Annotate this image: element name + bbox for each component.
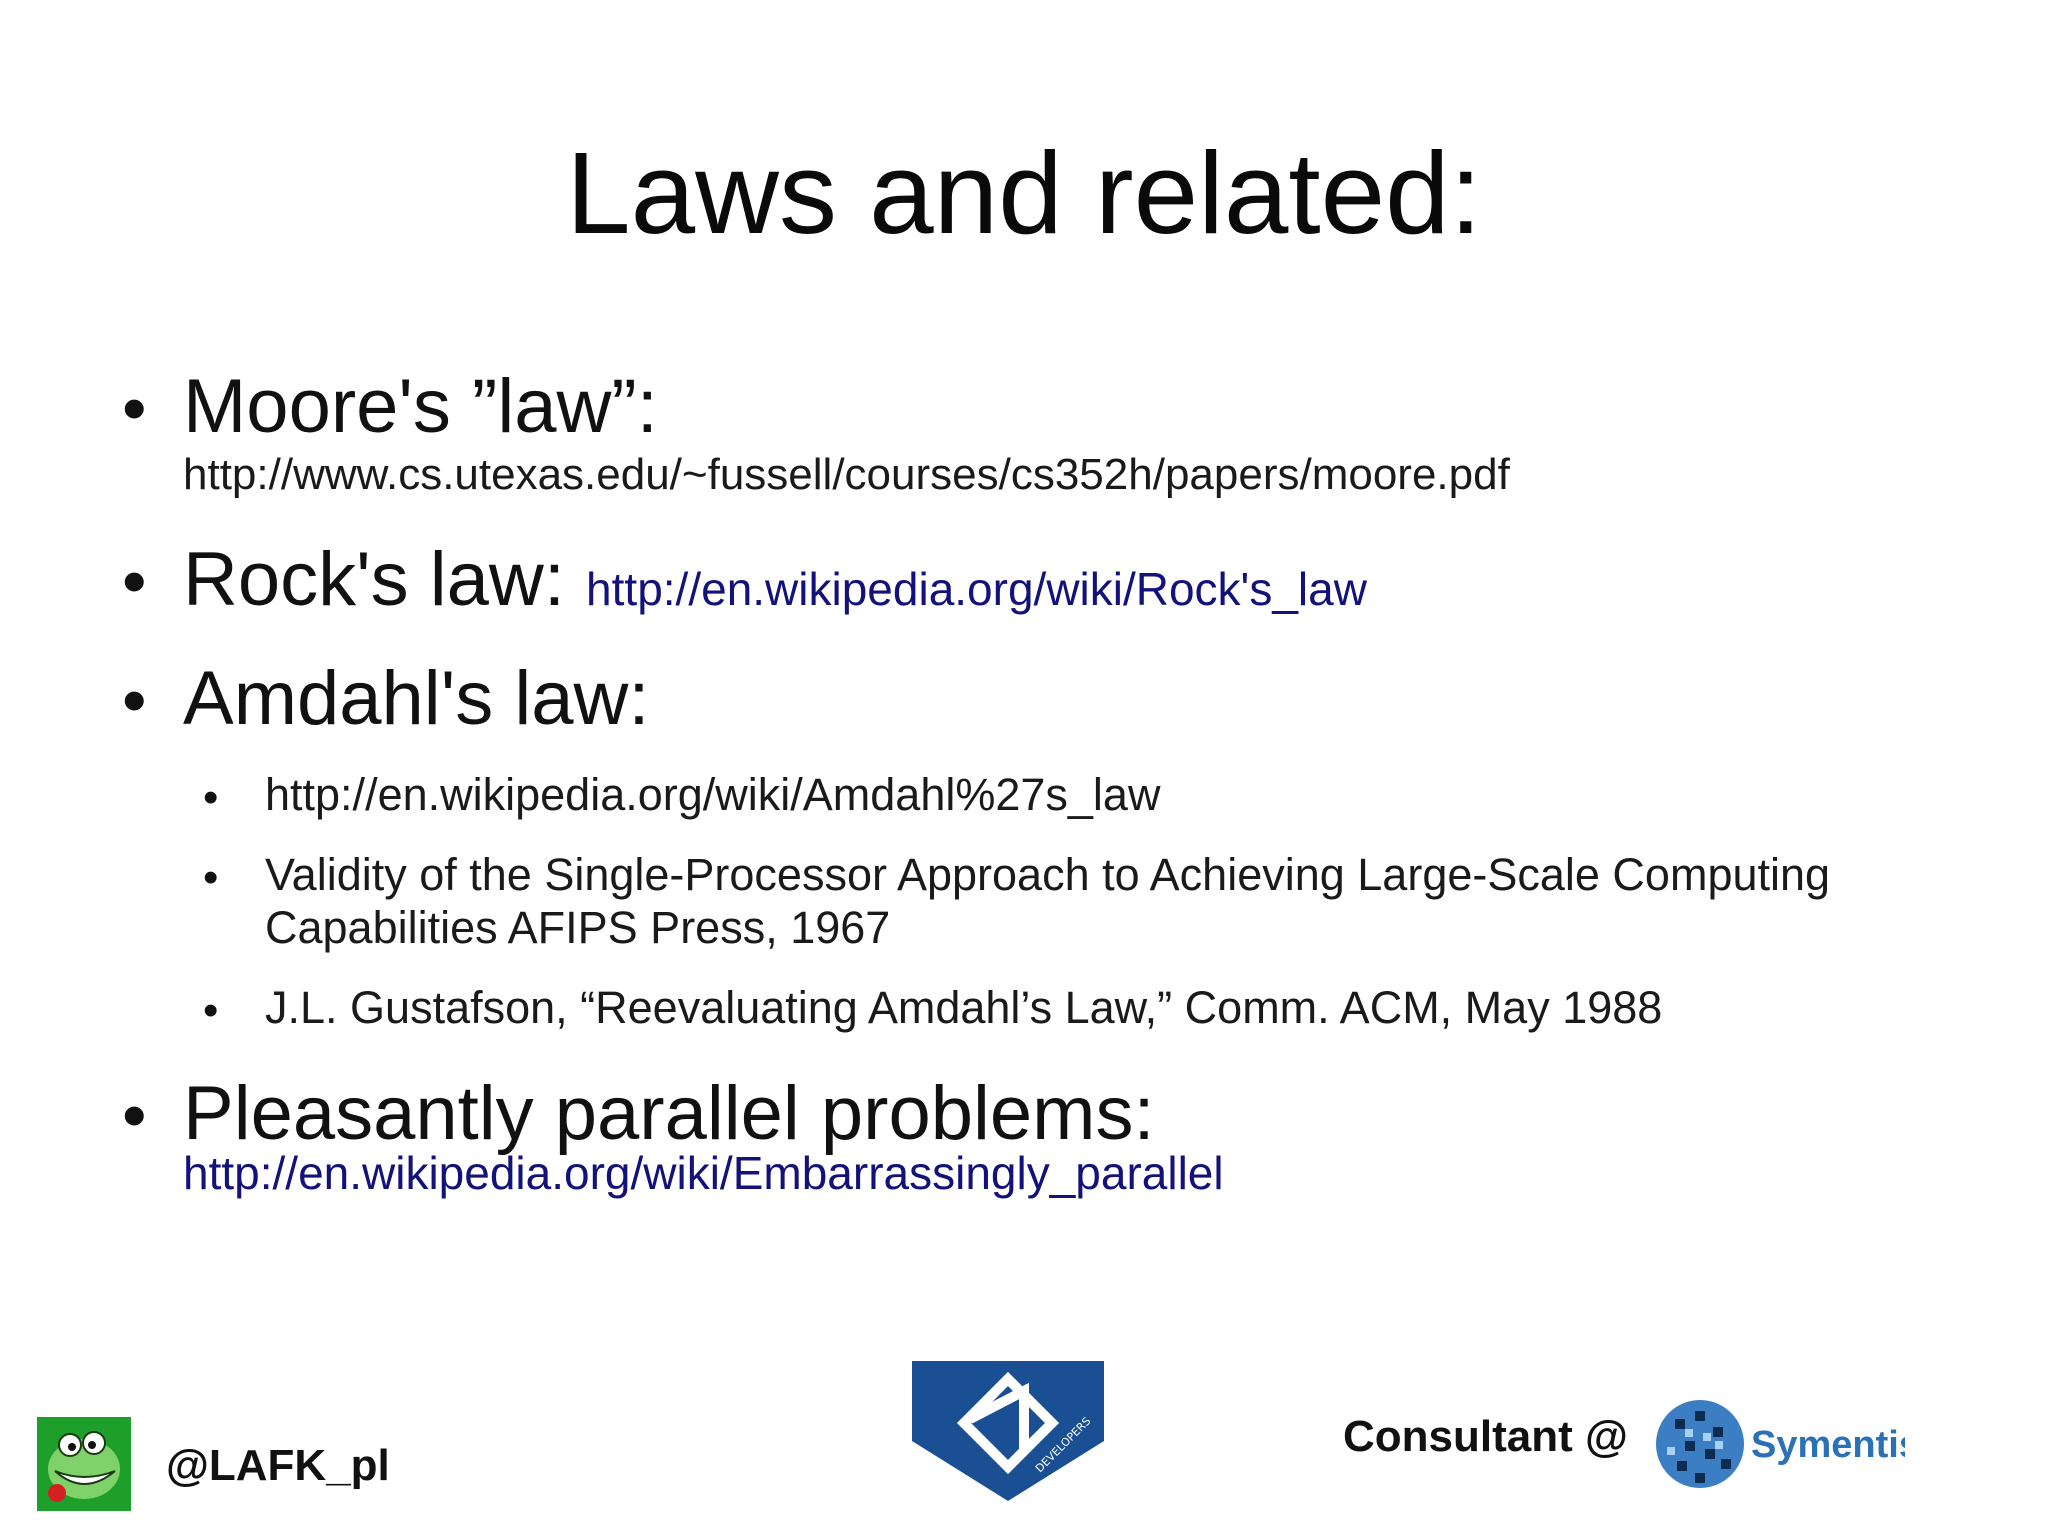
gustafson-reference: J.L. Gustafson, “Reevaluating Amdahl’s Law,” Comm. ACM, May 1988 bbox=[265, 982, 1663, 1033]
bullet-moores-law-label: Moore's ”law”: bbox=[183, 364, 658, 449]
amdahl-paper-reference: Validity of the Single-Processor Approach to Achieving Large-Scale Computing Capabilities AFIPS Press, 1967 bbox=[265, 849, 1831, 953]
moores-law-url[interactable]: http://www.cs.utexas.edu/~fussell/courses/cs352h/papers/moore.pdf bbox=[183, 450, 1510, 499]
bullet-pleasantly-parallel-label: Pleasantly parallel problems: bbox=[183, 1071, 1155, 1156]
sub-bullet-dot-icon: • bbox=[203, 986, 219, 1035]
bullet-rocks-law-label: Rock's law: bbox=[183, 537, 587, 622]
bullet-amdahls-law-label: Amdahl's law: bbox=[183, 656, 650, 741]
frog-mascot-icon bbox=[37, 1417, 131, 1511]
sub-bullet-dot-icon: • bbox=[203, 773, 219, 822]
consultant-label: Consultant @ bbox=[1343, 1412, 1628, 1461]
bullet-dot-icon: • bbox=[122, 1076, 147, 1154]
embarrassingly-parallel-link[interactable]: http://en.wikipedia.org/wiki/Embarrassingly_parallel bbox=[183, 1147, 1224, 1199]
slide-title: Laws and related: bbox=[566, 128, 1482, 258]
sub-bullet-dot-icon: • bbox=[203, 853, 219, 902]
rocks-law-link[interactable]: http://en.wikipedia.org/wiki/Rock's_law bbox=[586, 563, 1367, 615]
twitter-handle: @LAFK_pl bbox=[166, 1441, 390, 1490]
amdahls-law-link[interactable]: http://en.wikipedia.org/wiki/Amdahl%27s_law bbox=[265, 769, 1161, 820]
4developers-logo-icon bbox=[912, 1361, 1104, 1501]
bullet-dot-icon: • bbox=[122, 369, 147, 447]
bullet-dot-icon: • bbox=[122, 542, 147, 620]
center-logo-text: DEVELOPERS bbox=[1032, 1414, 1094, 1476]
bullet-rocks-law bbox=[183, 537, 1367, 632]
bullet-dot-icon: • bbox=[122, 661, 147, 739]
symentis-logo-text: Symentis bbox=[1751, 1424, 1905, 1466]
symentis-logo-icon bbox=[1655, 1389, 1905, 1504]
